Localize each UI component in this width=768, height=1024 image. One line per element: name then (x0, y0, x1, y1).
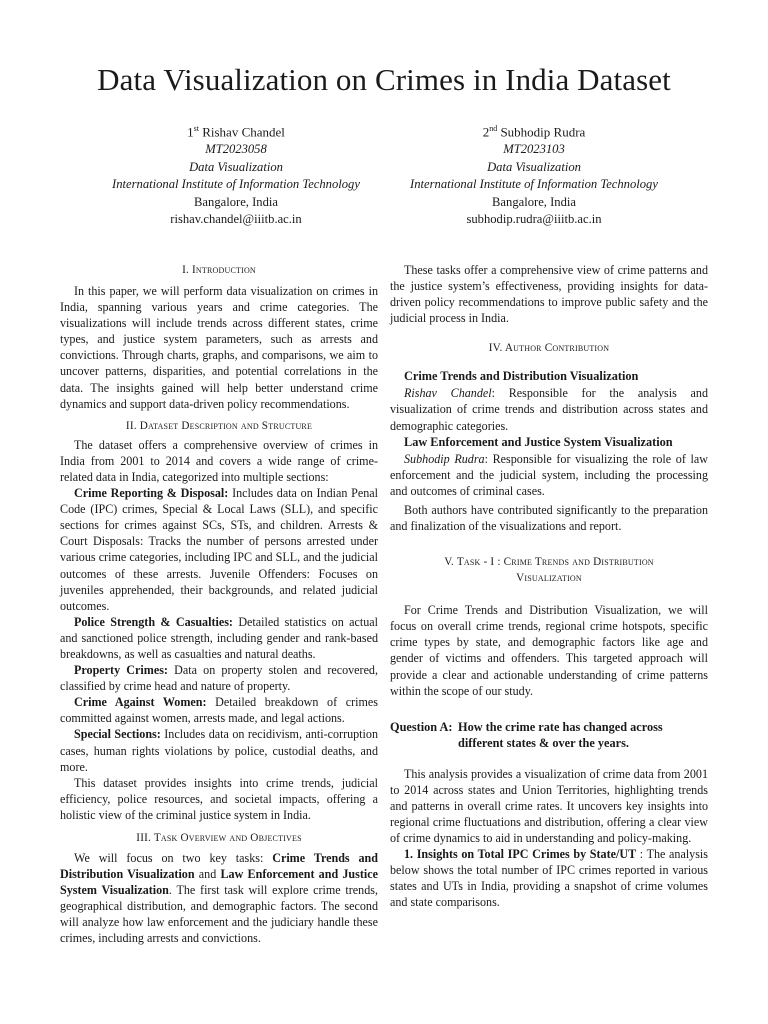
section-heading-task-one: V. Task - I : Crime Trends and Distribution Visualization (444, 556, 654, 585)
author-id-1: MT2023058 (205, 141, 267, 156)
question-a-text: How the crime rate has changed across different states & over the years. (458, 719, 663, 751)
author-institute-1: International Institute of Information Technology (112, 177, 360, 192)
ipc-insights-paragraph: 1. Insights on Total IPC Crimes by State/UT : The analysis below shows the total number of IPC crimes reported in various states and UTs in India, providing a snapshot of crime volumes and state comparisons. (390, 847, 708, 910)
dataset-item-property-crimes: Property Crimes: Data on property stolen and recovered, classified by crime head and nature of property. (60, 663, 379, 694)
left-column (60, 262, 378, 947)
dataset-paragraph: The dataset offers a comprehensive overview of crimes in India from 2001 to 2014 and covers a wide range of crime-related data in India, categorized into multiple sections: (60, 437, 378, 484)
section-heading-task-overview: III. Task Overview and Objectives (136, 832, 302, 844)
intro-paragraph: In this paper, we will perform data visualization on crimes in India, spanning various years and crime categories. The visualizations will include trends across different states, crime types, and justice system parameters, such as arrests and convictions. Through charts, graphs, and comparisons, we aim to uncover patterns, disparities, and potential correlations in the data. The insights gained will help better understand crime dynamics and support data-driven policy recommendations. (60, 284, 378, 411)
question-a-label: Question A: (390, 719, 453, 734)
question-a (390, 719, 708, 752)
contribution-subheading-law-enforcement: Law Enforcement and Justice System Visualization (404, 434, 673, 449)
question-a-paragraph: This analysis provides a visualization of crime data from 2001 to 2014 across states and Union Territories, highlighting trends and patterns in overall crime rates. It uncovers key insights into regional crime fluctuations and distribution, offering a clear view of crime dynamics to aid in understanding and policy-making. (390, 766, 708, 846)
section-heading-introduction: I. Introduction (182, 264, 256, 276)
author-email-2: subhodip.rudra@iiitb.ac.in (466, 212, 602, 227)
author-institute-2: International Institute of Information Technology (410, 177, 658, 192)
author-dept-2: Data Visualization (487, 159, 581, 174)
task-overview-paragraph-continued: These tasks offer a comprehensive view of crime patterns and the justice system’s effectiveness, providing insights for data-driven policy recommendations to improve public safety and the judicial process in India. (390, 263, 708, 326)
dataset-item-crime-reporting: Crime Reporting & Disposal: Includes data on Indian Penal Code (IPC) crimes, Special & Local Laws (SLL), and specific sections for crimes against SCs, STs, and children. Arrests & Court Disposals: Tracks the number of persons arrested under various crime categories, including IPC and SLL, and the judicial outcomes of these arrests. Juvenile Offenders: Focuses on juveniles apprehended, their backgrounds, and related judicial outcomes. (60, 486, 378, 613)
task-overview-paragraph: We will focus on two key tasks: Crime Trends and Distribution Visualization and Law Enforcement and Justice System Visualization. The first task will explore crime trends, geographical distribution, and demographic factors. The second will analyze how law enforcement and the judiciary handle these crimes, including arrests and convictions. (60, 851, 379, 946)
author-location-2: Bangalore, India (492, 194, 576, 209)
author-name-2: 2nd Subhodip Rudra (482, 124, 586, 140)
dataset-summary-paragraph: This dataset provides insights into crime trends, judicial efficiency, police resources, and societal impacts, offering a holistic view of the criminal justice system in India. (60, 775, 378, 822)
author-email-1: rishav.chandel@iiitb.ac.in (170, 212, 302, 227)
author-block-1 (66, 120, 406, 229)
section-heading-dataset: II. Dataset Description and Structure (125, 419, 313, 432)
dataset-item-crime-against-women: Crime Against Women: Detailed breakdown of crimes committed against women, arrests made, and legal actions. (60, 695, 378, 726)
task-one-paragraph: For Crime Trends and Distribution Visualization, we will focus on overall crime trends, regional crime hotspots, specific crime types by state, and demographic factors like age and gender of victims and offenders. This targeted approach will provide a clear and actionable understanding of crime patterns within the scope of our study. (390, 603, 708, 698)
section-heading-author-contribution: IV. Author Contribution (488, 342, 610, 355)
author-dept-1: Data Visualization (189, 159, 283, 174)
dataset-item-police-strength: Police Strength & Casualties: Detailed statistics on actual and sanctioned police strength, including gender and rank-based breakdowns, as well as casualties and natural deaths. (60, 614, 378, 661)
dataset-item-special-sections: Special Sections: Includes data on recidivism, anti-corruption cases, human rights violations by police, custodial deaths, and more. (60, 727, 378, 774)
paper-title: Data Visualization on Crimes in India Dataset (97, 62, 671, 97)
author-location-1: Bangalore, India (194, 194, 278, 209)
contribution-paragraph-both: Both authors have contributed significantly to the preparation and finalization of the visualizations and report. (390, 502, 708, 534)
author-block-2 (364, 120, 704, 229)
contribution-subheading-crime-trends: Crime Trends and Distribution Visualization (404, 369, 639, 384)
author-name-1: 1st Rishav Chandel (187, 124, 285, 140)
contribution-paragraph-rishav: Rishav Chandel: Responsible for the analysis and visualization of crime trends and distribution across states and demographic categories. (390, 386, 709, 433)
author-id-2: MT2023103 (503, 141, 565, 156)
contribution-paragraph-subhodip: Subhodip Rudra: Responsible for visualizing the role of law enforcement and the judicial system, including the processing and outcomes of criminal cases. (390, 451, 708, 498)
right-column (390, 262, 708, 911)
